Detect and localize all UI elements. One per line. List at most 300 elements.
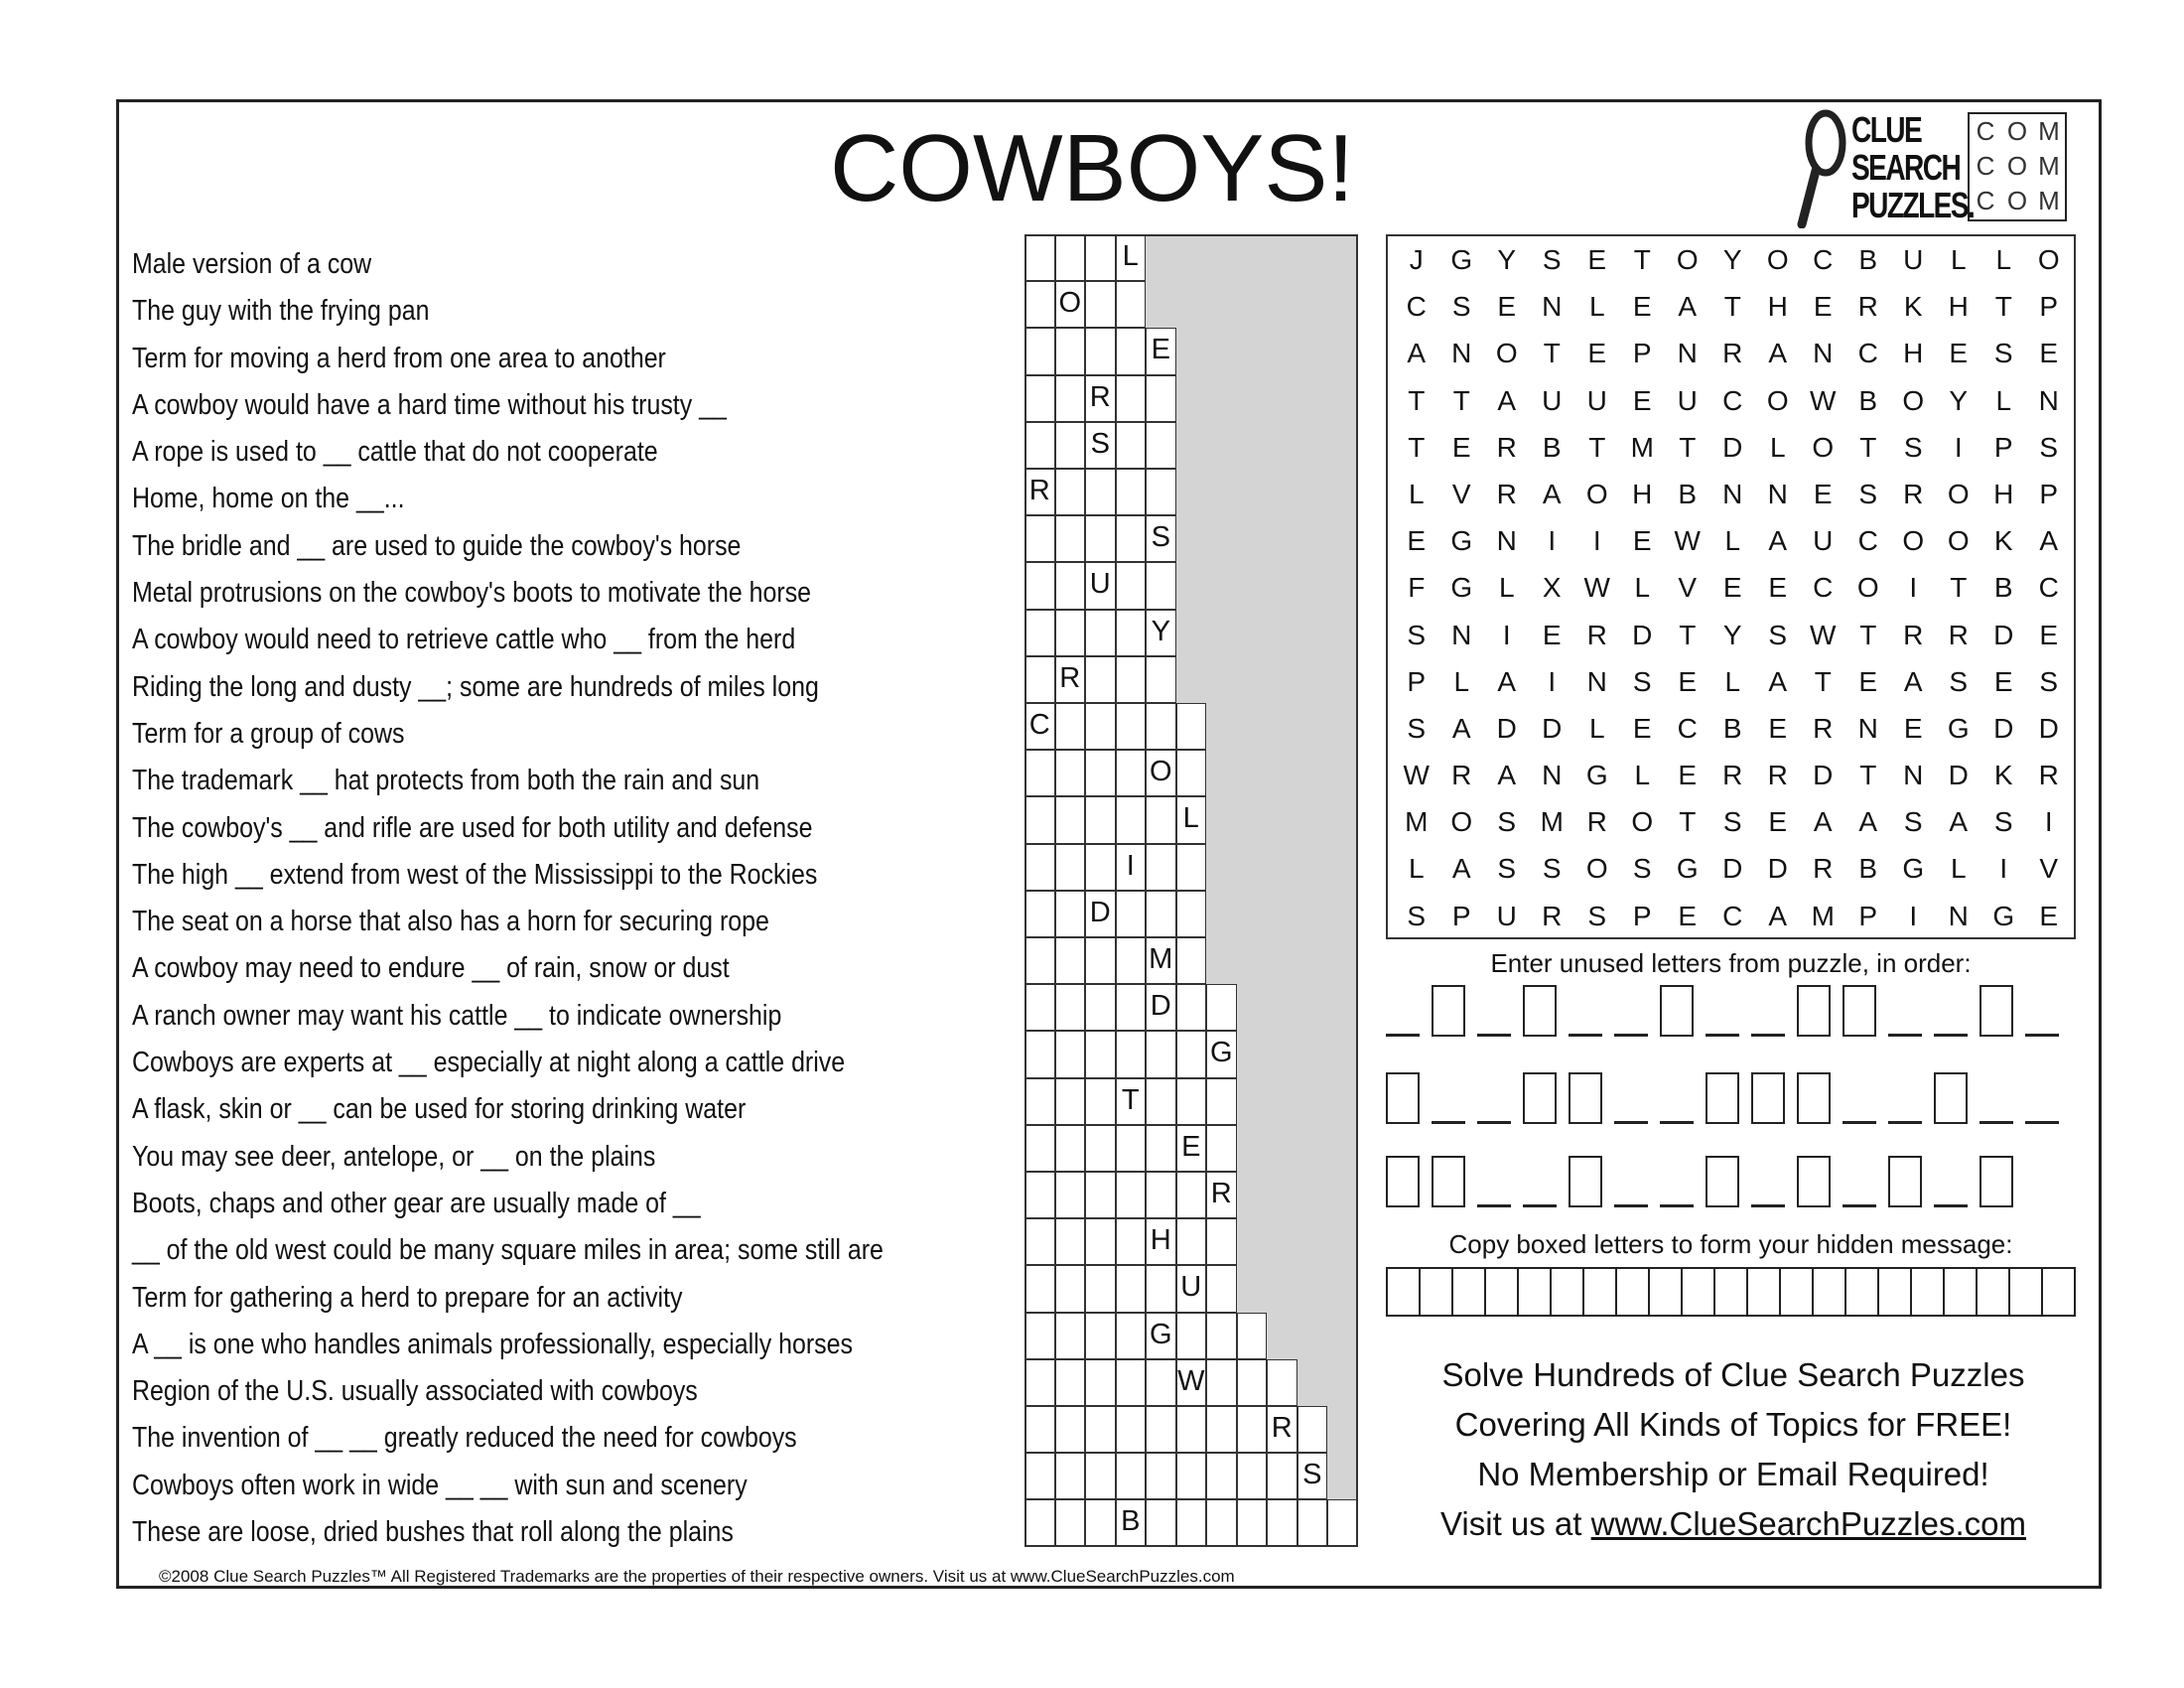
word-search-letter[interactable]: O [1585, 478, 1608, 509]
word-search-letter[interactable]: Y [1722, 619, 1742, 650]
word-search-letter[interactable]: E [1678, 665, 1698, 697]
unused-letter-box[interactable] [1706, 1072, 1739, 1124]
answer-cell[interactable] [1267, 1453, 1297, 1499]
word-search-letter[interactable]: E [1407, 525, 1427, 557]
answer-cell[interactable] [1116, 328, 1147, 374]
word-search-letter[interactable]: G [1902, 853, 1925, 885]
answer-cell[interactable] [1146, 984, 1176, 1031]
answer-cell[interactable] [1116, 375, 1147, 422]
answer-cell[interactable] [1055, 984, 1086, 1031]
word-search-letter[interactable]: J [1409, 244, 1424, 275]
word-search-letter[interactable]: D [1722, 431, 1743, 463]
answer-cell[interactable] [1176, 1406, 1207, 1453]
answer-cell[interactable] [1267, 1406, 1297, 1453]
answer-cell[interactable] [1146, 844, 1176, 891]
answer-cell[interactable] [1146, 610, 1176, 656]
word-search-letter[interactable]: A [1451, 712, 1471, 744]
word-search-letter[interactable]: N [1542, 291, 1563, 323]
word-search-letter[interactable]: R [1813, 853, 1834, 885]
answer-cell[interactable] [1055, 844, 1086, 891]
answer-cell[interactable] [1024, 1125, 1055, 1172]
word-search-letter[interactable]: O [1585, 853, 1608, 885]
word-search-letter[interactable]: T [1408, 384, 1426, 416]
answer-cell[interactable] [1116, 1453, 1147, 1499]
word-search-letter[interactable]: C [1813, 244, 1834, 275]
unused-letter-box[interactable] [1432, 1156, 1465, 1207]
answer-cell[interactable] [1116, 1078, 1147, 1125]
unused-letter-blank[interactable] [1569, 1034, 1602, 1037]
word-search-letter[interactable]: O [1902, 384, 1925, 416]
word-search-letter[interactable]: T [1859, 431, 1877, 463]
word-search-letter[interactable]: S [1903, 431, 1923, 463]
word-search-letter[interactable]: B [1993, 572, 2013, 604]
word-search-letter[interactable]: A [1451, 853, 1471, 885]
word-search-letter[interactable]: M [1811, 900, 1835, 931]
hidden-message-cell[interactable] [1584, 1269, 1617, 1315]
answer-cell[interactable] [1116, 234, 1147, 281]
answer-cell[interactable] [1085, 515, 1116, 562]
word-search-letter[interactable]: B [1858, 853, 1878, 885]
answer-cell[interactable] [1085, 328, 1116, 374]
word-search-letter[interactable]: R [1586, 619, 1607, 650]
hidden-message-cell[interactable] [1846, 1269, 1879, 1315]
answer-cell[interactable] [1116, 1265, 1147, 1312]
answer-cell[interactable] [1055, 1313, 1086, 1359]
answer-cell[interactable] [1055, 469, 1086, 515]
answer-cell[interactable] [1055, 610, 1086, 656]
word-search-letter[interactable]: O [1856, 572, 1879, 604]
answer-cell[interactable] [1146, 1125, 1176, 1172]
word-search-letter[interactable]: P [1632, 338, 1652, 369]
answer-cell[interactable] [1176, 1125, 1207, 1172]
answer-cell[interactable] [1176, 844, 1207, 891]
word-search-letter[interactable]: E [1587, 338, 1607, 369]
answer-cell[interactable] [1024, 656, 1055, 703]
unused-letter-blank[interactable] [1888, 1121, 1922, 1124]
word-search-letter[interactable]: L [1724, 665, 1741, 697]
hidden-message-cell[interactable] [1453, 1269, 1486, 1315]
word-search-letter[interactable]: D [1813, 760, 1834, 791]
answer-cell[interactable] [1176, 984, 1207, 1031]
word-search-letter[interactable]: E [1632, 525, 1652, 557]
word-search-letter[interactable]: N [1903, 760, 1924, 791]
answer-cell[interactable] [1085, 937, 1116, 984]
word-search-letter[interactable]: G [1947, 712, 1970, 744]
answer-cell[interactable] [1024, 610, 1055, 656]
word-search-letter[interactable]: S [1858, 478, 1878, 509]
answer-cell[interactable] [1024, 1359, 1055, 1406]
word-search-letter[interactable]: E [1451, 431, 1471, 463]
word-search-letter[interactable]: S [1407, 900, 1427, 931]
word-search-letter[interactable]: E [2039, 900, 2059, 931]
answer-cell[interactable] [1206, 984, 1237, 1031]
word-search-letter[interactable]: V [2039, 853, 2059, 885]
unused-letter-box[interactable] [1660, 985, 1694, 1037]
answer-cell[interactable] [1055, 703, 1086, 750]
answer-cell[interactable] [1146, 750, 1176, 796]
word-search-letter[interactable]: Y [1497, 244, 1517, 275]
answer-cell[interactable] [1024, 1078, 1055, 1125]
answer-cell[interactable] [1024, 703, 1055, 750]
answer-cell[interactable] [1024, 234, 1055, 281]
answer-cell[interactable] [1146, 515, 1176, 562]
word-search-letter[interactable]: V [1678, 572, 1698, 604]
website-link[interactable]: www.ClueSearchPuzzles.com [1590, 1505, 2026, 1542]
hidden-message-cell[interactable] [1912, 1269, 1945, 1315]
word-search-letter[interactable]: P [1451, 900, 1471, 931]
answer-cell[interactable] [1024, 1453, 1055, 1499]
hidden-message-cell[interactable] [1617, 1269, 1650, 1315]
word-search-letter[interactable]: A [1813, 806, 1833, 838]
word-search-letter[interactable]: E [1587, 244, 1607, 275]
answer-cell[interactable] [1206, 1031, 1237, 1077]
answer-cell[interactable] [1116, 891, 1147, 937]
word-search-letter[interactable]: A [1903, 665, 1923, 697]
answer-cell[interactable] [1085, 1218, 1116, 1265]
word-search-letter[interactable]: P [1407, 665, 1427, 697]
answer-cell[interactable] [1055, 1172, 1086, 1218]
word-search-letter[interactable]: T [1452, 384, 1470, 416]
unused-letter-blank[interactable] [1934, 1204, 1968, 1207]
unused-letter-box[interactable] [1386, 1072, 1420, 1124]
word-search-letter[interactable]: W [1583, 572, 1610, 604]
answer-cell[interactable] [1085, 750, 1116, 796]
word-search-letter[interactable]: I [1548, 525, 1557, 557]
answer-cell[interactable] [1206, 1453, 1237, 1499]
word-search-letter[interactable]: S [1587, 900, 1607, 931]
hidden-message-cell[interactable] [1879, 1269, 1912, 1315]
unused-letter-box[interactable] [1569, 1156, 1602, 1207]
word-search-letter[interactable]: E [1678, 900, 1698, 931]
word-search-letter[interactable]: B [1542, 431, 1562, 463]
answer-cell[interactable] [1237, 1406, 1268, 1453]
word-search-letter[interactable]: A [1768, 338, 1788, 369]
word-search-letter[interactable]: A [1407, 338, 1427, 369]
word-search-letter[interactable]: G [1676, 853, 1699, 885]
answer-cell[interactable] [1327, 1499, 1358, 1546]
hidden-message-cell[interactable] [1978, 1269, 2010, 1315]
answer-cell[interactable] [1146, 1172, 1176, 1218]
answer-cell[interactable] [1024, 796, 1055, 843]
word-search-letter[interactable]: N [1677, 338, 1698, 369]
answer-cell[interactable] [1116, 703, 1147, 750]
answer-cell[interactable] [1146, 703, 1176, 750]
unused-letter-box[interactable] [1797, 1156, 1831, 1207]
answer-cell[interactable] [1176, 1359, 1207, 1406]
word-search-letter[interactable]: X [1542, 572, 1562, 604]
unused-letter-blank[interactable] [1934, 1034, 1968, 1037]
answer-cell[interactable] [1176, 750, 1207, 796]
word-search-letter[interactable]: U [1496, 900, 1517, 931]
answer-cell[interactable] [1116, 656, 1147, 703]
answer-cell[interactable] [1116, 562, 1147, 609]
answer-cell[interactable] [1024, 469, 1055, 515]
answer-cell[interactable] [1085, 469, 1116, 515]
unused-letter-box[interactable] [1386, 1156, 1420, 1207]
word-search-letter[interactable]: S [1497, 806, 1517, 838]
answer-cell[interactable] [1085, 796, 1116, 843]
word-search-letter[interactable]: T [1679, 619, 1697, 650]
answer-cell[interactable] [1085, 1078, 1116, 1125]
unused-letter-blank[interactable] [1432, 1121, 1465, 1124]
word-search-letter[interactable]: E [1813, 478, 1833, 509]
word-search-letter[interactable]: N [1722, 478, 1743, 509]
word-search-letter[interactable]: A [1497, 384, 1517, 416]
word-search-letter[interactable]: E [1632, 291, 1652, 323]
word-search-letter[interactable]: M [1405, 806, 1429, 838]
word-search-letter[interactable]: R [1903, 619, 1924, 650]
word-search-letter[interactable]: F [1408, 572, 1426, 604]
word-search-letter[interactable]: H [1948, 291, 1969, 323]
answer-cell[interactable] [1176, 1031, 1207, 1077]
answer-cell[interactable] [1297, 1406, 1328, 1453]
hidden-message-cell[interactable] [2043, 1269, 2074, 1315]
answer-cell[interactable] [1297, 1499, 1328, 1546]
answer-cell[interactable] [1146, 656, 1176, 703]
answer-cell[interactable] [1146, 1406, 1176, 1453]
word-search-letter[interactable]: N [1451, 338, 1472, 369]
word-search-letter[interactable]: S [1451, 291, 1471, 323]
answer-cell[interactable] [1116, 1359, 1147, 1406]
unused-letter-box[interactable] [1797, 985, 1831, 1037]
hidden-message-cell[interactable] [1421, 1269, 1453, 1315]
answer-cell[interactable] [1085, 984, 1116, 1031]
word-search-letter[interactable]: L [1950, 244, 1967, 275]
hidden-message-cell[interactable] [1715, 1269, 1748, 1315]
word-search-letter[interactable]: U [1903, 244, 1924, 275]
word-search-letter[interactable]: N [1857, 712, 1878, 744]
word-search-letter[interactable]: P [1858, 900, 1878, 931]
answer-cell[interactable] [1116, 1172, 1147, 1218]
word-search-letter[interactable]: C [1857, 525, 1878, 557]
word-search-letter[interactable]: W [1403, 760, 1430, 791]
answer-cell[interactable] [1146, 562, 1176, 609]
word-search-letter[interactable]: A [2039, 525, 2059, 557]
word-search-letter[interactable]: L [1995, 384, 2012, 416]
word-search-letter[interactable]: B [1678, 478, 1698, 509]
word-search-letter[interactable]: T [1994, 291, 2012, 323]
answer-cell[interactable] [1146, 1453, 1176, 1499]
word-search-letter[interactable]: S [1722, 806, 1742, 838]
answer-cell[interactable] [1085, 1031, 1116, 1077]
answer-cell[interactable] [1176, 796, 1207, 843]
answer-cell[interactable] [1085, 610, 1116, 656]
word-search-letter[interactable]: R [2038, 760, 2059, 791]
word-search-letter[interactable]: R [1857, 291, 1878, 323]
word-search-letter[interactable]: E [1813, 291, 1833, 323]
answer-cell[interactable] [1024, 515, 1055, 562]
answer-cell[interactable] [1116, 1218, 1147, 1265]
unused-letter-blank[interactable] [1614, 1034, 1648, 1037]
unused-letter-blank[interactable] [1660, 1121, 1694, 1124]
answer-cell[interactable] [1024, 375, 1055, 422]
answer-cell[interactable] [1024, 844, 1055, 891]
word-search-letter[interactable]: R [1948, 619, 1969, 650]
word-search-letter[interactable]: R [1903, 478, 1924, 509]
answer-cell[interactable] [1055, 891, 1086, 937]
word-search-letter[interactable]: N [1542, 760, 1563, 791]
word-search-letter[interactable]: E [1722, 572, 1742, 604]
answer-cell[interactable] [1267, 1359, 1297, 1406]
answer-cell[interactable] [1206, 1125, 1237, 1172]
answer-cell[interactable] [1146, 422, 1176, 469]
word-search-letter[interactable]: G [1450, 572, 1473, 604]
unused-letter-box[interactable] [1523, 985, 1557, 1037]
word-search-letter[interactable]: W [1810, 619, 1837, 650]
answer-cell[interactable] [1085, 1172, 1116, 1218]
word-search-letter[interactable]: B [1722, 712, 1742, 744]
word-search-letter[interactable]: G [1450, 244, 1473, 275]
unused-letter-box[interactable] [1706, 1156, 1739, 1207]
answer-cell[interactable] [1206, 1499, 1237, 1546]
answer-cell[interactable] [1206, 1218, 1237, 1265]
word-search-letter[interactable]: U [1586, 384, 1607, 416]
answer-cell[interactable] [1146, 1078, 1176, 1125]
word-search-letter[interactable]: E [1903, 712, 1923, 744]
word-search-letter[interactable]: S [1632, 853, 1652, 885]
answer-cell[interactable] [1116, 750, 1147, 796]
word-search-letter[interactable]: I [1502, 619, 1511, 650]
answer-cell[interactable] [1055, 281, 1086, 328]
word-search-letter[interactable]: P [1993, 431, 2013, 463]
word-search-letter[interactable]: E [1542, 619, 1562, 650]
word-search-letter[interactable]: A [1768, 900, 1788, 931]
unused-letter-blank[interactable] [1706, 1034, 1739, 1037]
answer-cell[interactable] [1116, 610, 1147, 656]
answer-cell[interactable] [1055, 796, 1086, 843]
hidden-message-cell[interactable] [1519, 1269, 1552, 1315]
word-search-letter[interactable]: K [1993, 760, 2013, 791]
word-search-letter[interactable]: S [1497, 853, 1517, 885]
word-search-letter[interactable]: R [1767, 760, 1788, 791]
unused-letter-box[interactable] [1523, 1072, 1557, 1124]
word-search-letter[interactable]: D [1542, 712, 1563, 744]
answer-cell[interactable] [1146, 469, 1176, 515]
hidden-message-cell[interactable] [1781, 1269, 1814, 1315]
word-search-letter[interactable]: L [1769, 431, 1786, 463]
answer-cell[interactable] [1085, 703, 1116, 750]
word-search-letter[interactable]: T [1723, 291, 1741, 323]
answer-cell[interactable] [1116, 1313, 1147, 1359]
answer-cell[interactable] [1055, 515, 1086, 562]
answer-cell[interactable] [1055, 1359, 1086, 1406]
answer-cell[interactable] [1146, 937, 1176, 984]
word-search-letter[interactable]: S [1903, 806, 1923, 838]
word-search-letter[interactable]: A [1542, 478, 1562, 509]
answer-cell[interactable] [1055, 1218, 1086, 1265]
word-search-letter[interactable]: H [1632, 478, 1653, 509]
word-search-letter[interactable]: L [1634, 572, 1651, 604]
word-search-letter[interactable]: L [1498, 572, 1515, 604]
word-search-letter[interactable]: D [1722, 853, 1743, 885]
answer-cell[interactable] [1024, 1406, 1055, 1453]
answer-cell[interactable] [1116, 937, 1147, 984]
word-search-letter[interactable]: S [2039, 665, 2059, 697]
word-search-letter[interactable]: T [1859, 619, 1877, 650]
unused-letter-blank[interactable] [1614, 1204, 1648, 1207]
answer-cell[interactable] [1176, 1078, 1207, 1125]
answer-cell[interactable] [1085, 891, 1116, 937]
unused-letter-blank[interactable] [2025, 1121, 2059, 1124]
word-search-letter[interactable]: A [1678, 291, 1698, 323]
word-search-letter[interactable]: T [1814, 665, 1832, 697]
word-search-letter[interactable]: H [1903, 338, 1924, 369]
word-search-letter[interactable]: P [2039, 291, 2059, 323]
answer-cell[interactable] [1116, 844, 1147, 891]
word-search-letter[interactable]: T [1679, 806, 1697, 838]
hidden-message-cell[interactable] [1650, 1269, 1683, 1315]
word-search-letter[interactable]: I [1909, 900, 1918, 931]
unused-letter-box[interactable] [1979, 1156, 2013, 1207]
answer-cell[interactable] [1055, 1406, 1086, 1453]
word-search-letter[interactable]: E [1949, 338, 1969, 369]
word-search-letter[interactable]: E [1497, 291, 1517, 323]
word-search-letter[interactable]: D [1632, 619, 1653, 650]
word-search-letter[interactable]: T [1633, 244, 1651, 275]
word-search-letter[interactable]: S [1949, 665, 1969, 697]
answer-cell[interactable] [1055, 656, 1086, 703]
answer-cell[interactable] [1176, 1453, 1207, 1499]
hidden-message-cell[interactable] [1552, 1269, 1584, 1315]
word-search-letter[interactable]: O [1450, 806, 1473, 838]
hidden-message-cell[interactable] [1683, 1269, 1715, 1315]
unused-letter-box[interactable] [1569, 1072, 1602, 1124]
word-search-letter[interactable]: H [1993, 478, 2014, 509]
answer-cell[interactable] [1297, 1453, 1328, 1499]
answer-cell[interactable] [1237, 1453, 1268, 1499]
answer-cell[interactable] [1055, 375, 1086, 422]
answer-cell[interactable] [1085, 1313, 1116, 1359]
answer-cell[interactable] [1085, 1499, 1116, 1546]
answer-cell[interactable] [1146, 891, 1176, 937]
word-search-letter[interactable]: R [1586, 806, 1607, 838]
word-search-letter[interactable]: N [1496, 525, 1517, 557]
answer-cell[interactable] [1206, 1406, 1237, 1453]
answer-cell[interactable] [1146, 796, 1176, 843]
unused-letter-box[interactable] [1797, 1072, 1831, 1124]
answer-cell[interactable] [1085, 844, 1116, 891]
word-search-letter[interactable]: E [1858, 665, 1878, 697]
unused-letter-box[interactable] [1888, 1156, 1922, 1207]
word-search-letter[interactable]: L [1408, 853, 1425, 885]
answer-cell[interactable] [1024, 1265, 1055, 1312]
answer-cell[interactable] [1055, 1499, 1086, 1546]
answer-cell[interactable] [1176, 1499, 1207, 1546]
word-search-letter[interactable]: N [2038, 384, 2059, 416]
answer-cell[interactable] [1176, 891, 1207, 937]
word-search-letter[interactable]: C [1406, 291, 1427, 323]
answer-cell[interactable] [1237, 1359, 1268, 1406]
word-search-letter[interactable]: A [1497, 760, 1517, 791]
word-search-letter[interactable]: R [1722, 760, 1743, 791]
word-search-letter[interactable]: C [1857, 338, 1878, 369]
word-search-letter[interactable]: S [1768, 619, 1788, 650]
word-search-letter[interactable]: T [1588, 431, 1606, 463]
answer-cell[interactable] [1024, 422, 1055, 469]
word-search-letter[interactable]: E [1768, 712, 1788, 744]
word-search-letter[interactable]: R [1813, 712, 1834, 744]
word-search-letter[interactable]: O [1947, 478, 1970, 509]
word-search-letter[interactable]: O [1812, 431, 1835, 463]
answer-cell[interactable] [1024, 1313, 1055, 1359]
answer-cell[interactable] [1176, 703, 1207, 750]
answer-cell[interactable] [1085, 422, 1116, 469]
word-search-letter[interactable]: E [1768, 806, 1788, 838]
answer-cell[interactable] [1146, 1499, 1176, 1546]
word-search-letter[interactable]: I [1909, 572, 1918, 604]
answer-cell[interactable] [1116, 1499, 1147, 1546]
word-search-letter[interactable]: C [1722, 384, 1743, 416]
